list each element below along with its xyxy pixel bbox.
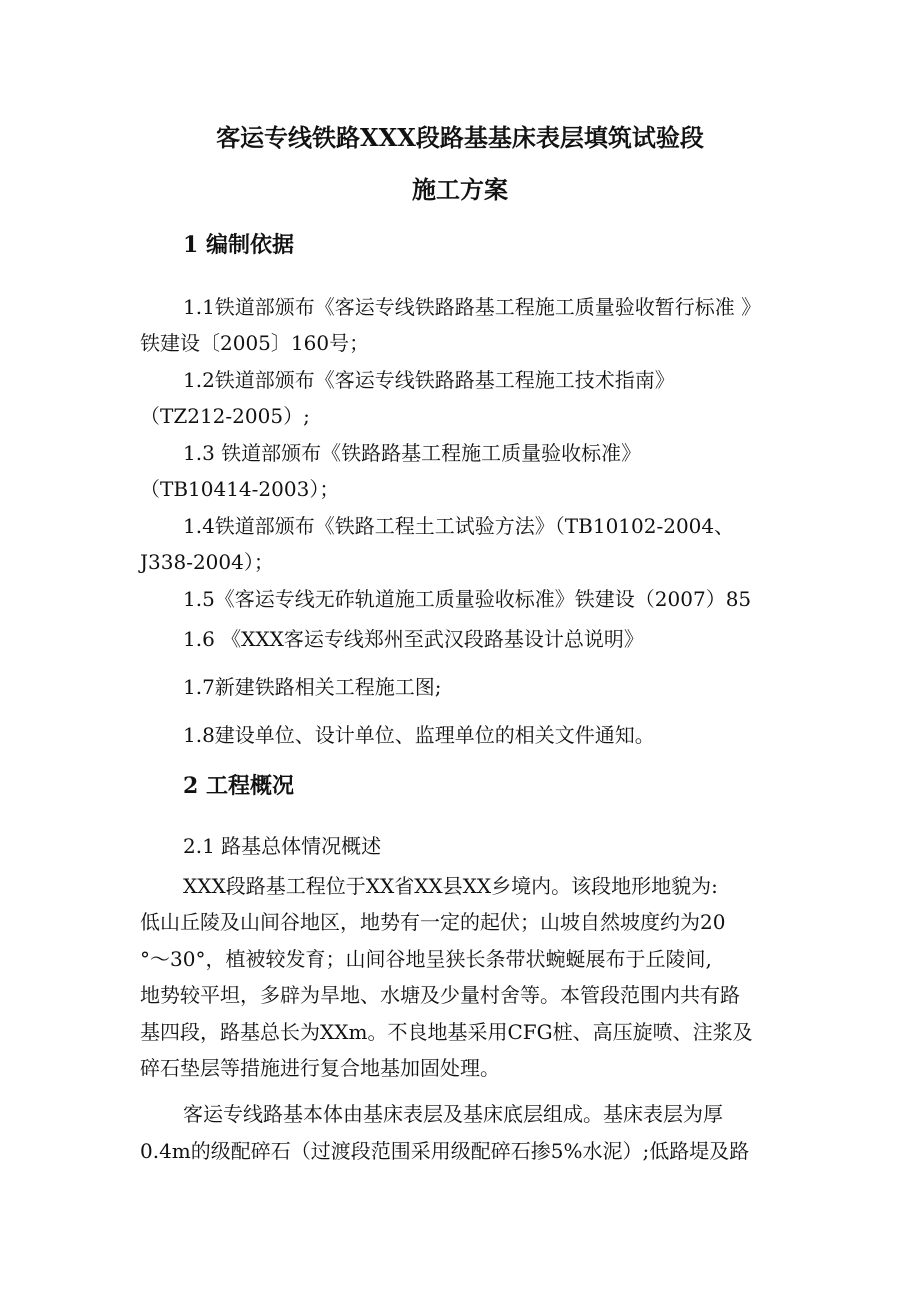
section1-item-1-1: 1.1铁道部颁布《客运专线铁路路基工程施工质量验收暂行标准 》 (183, 295, 762, 319)
section1-item-1-2-cont: （TZ212-2005）; (140, 404, 310, 428)
section1-item-1-4-cont: J338-2004）； (140, 550, 274, 574)
section2-para1-line2: 低山丘陵及山间谷地区，地势有一定的起伏；山坡自然坡度约为20 (140, 910, 726, 934)
section1-item-1-7: 1.7新建铁路相关工程施工图; (183, 675, 442, 699)
section2-para1-line3: °～30°，植被较发育；山间谷地呈狭长条带状蜿蜒展布于丘陵间, (140, 947, 712, 971)
document-title-line1: 客运专线铁路XXX段路基基床表层填筑试验段 (216, 123, 704, 152)
section2-heading: 2 工程概况 (183, 773, 294, 799)
section1-item-1-8: 1.8建设单位、设计单位、监理单位的相关文件通知。 (183, 723, 655, 747)
section1-item-1-5: 1.5《客运专线无砟轨道施工质量验收标准》铁建设（2007）85 (183, 587, 752, 611)
section2-subheading: 2.1 路基总体情况概述 (183, 834, 382, 858)
section1-item-1-3-cont: （TB10414-2003）； (140, 477, 340, 501)
section1-item-1-2: 1.2铁道部颁布《客运专线铁路路基工程施工技术指南》 (183, 368, 675, 392)
document-title-line2: 施工方案 (412, 175, 508, 204)
section1-item-1-3: 1.3 铁道部颁布《铁路路基工程施工质量验收标准》 (183, 441, 642, 465)
section1-item-1-6: 1.6 《XXX客运专线郑州至武汉段路基设计总说明》 (183, 627, 644, 651)
section2-para1-line4: 地势较平坦，多辟为旱地、水塘及少量村舍等。本管段范围内共有路 (140, 983, 740, 1007)
section2-para2-line2: 0.4m的级配碎石（过渡段范围采用级配碎石掺5%水泥）;低路堤及路 (140, 1139, 750, 1163)
section2-para1-line1: XXX段路基工程位于XX省XX县XX乡境内。该段地形地貌为: (183, 874, 718, 898)
section2-para2-line1: 客运专线路基本体由基床表层及基床底层组成。基床表层为厚 (183, 1102, 723, 1126)
section1-item-1-1-cont: 铁建设〔2005〕160号； (140, 331, 370, 355)
section1-item-1-4: 1.4铁道部颁布《铁路工程土工试验方法》（TB10102-2004、 (183, 514, 735, 538)
section2-para1-line5: 基四段，路基总长为XXm。不良地基采用CFG桩、高压旋喷、注浆及 (140, 1020, 753, 1044)
section2-para1-line6: 碎石垫层等措施进行复合地基加固处理。 (140, 1056, 500, 1080)
section1-heading: 1 编制依据 (183, 232, 294, 258)
